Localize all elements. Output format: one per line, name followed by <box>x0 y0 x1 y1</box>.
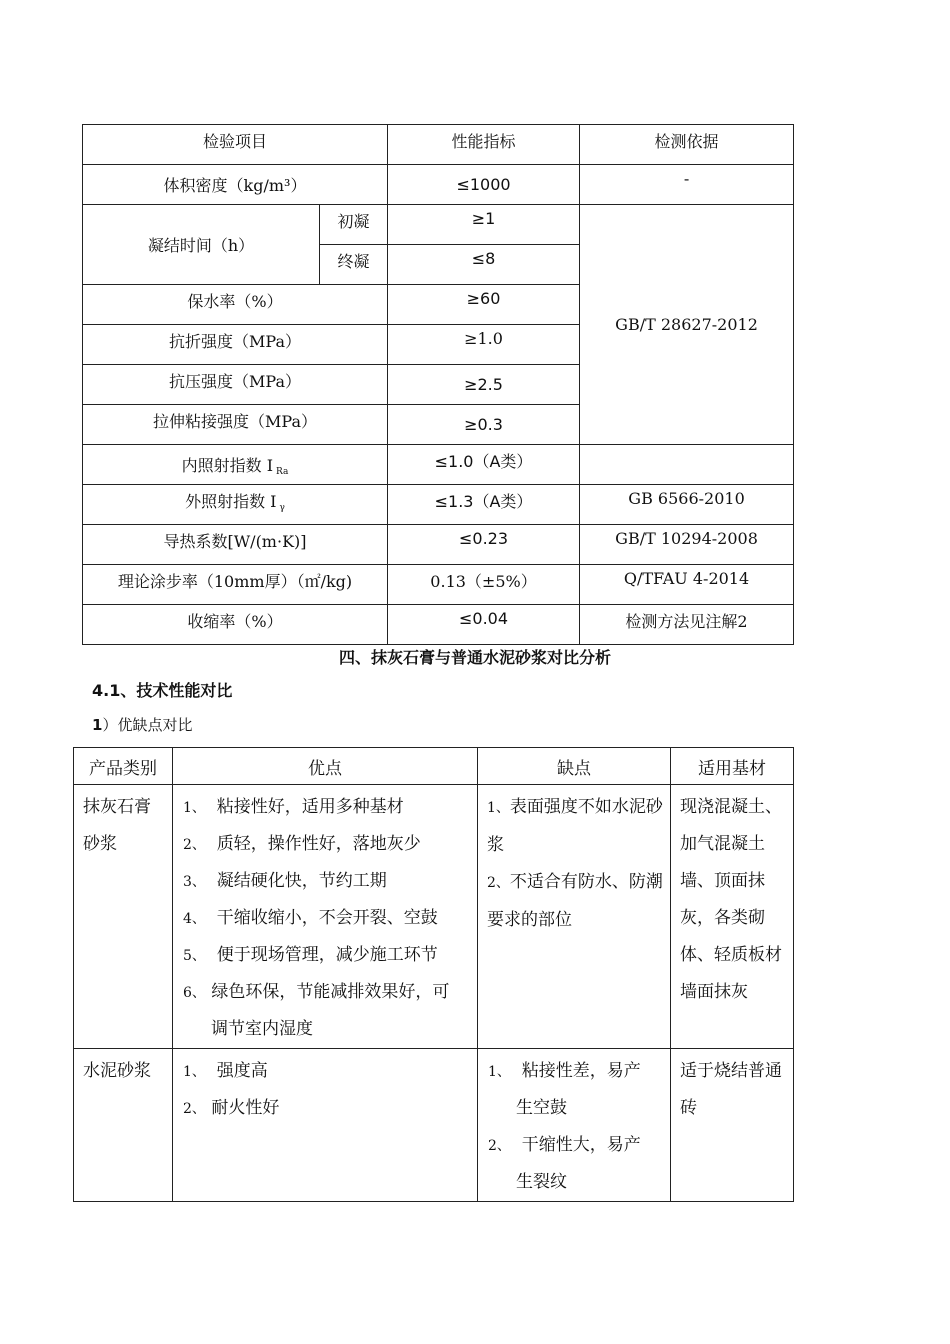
table-row <box>83 445 794 485</box>
list-item: 2、 质轻，操作性好，落地灰少 <box>183 834 421 854</box>
density-value: ≤1000 <box>388 165 580 205</box>
gypsum-pros <box>173 785 478 1049</box>
external-exposure-item <box>83 485 388 525</box>
external-exposure-label: 外照射指数 I <box>185 492 277 511</box>
list-item-continuation: 生空鼓 <box>516 1098 567 1118</box>
table-row <box>83 605 794 645</box>
external-exposure-value: ≤1.3（A类） <box>388 485 580 525</box>
subsection-title: 4.1、技术性能对比 <box>92 681 233 700</box>
list-item: 1、 强度高 <box>183 1061 268 1081</box>
cement-category: 水泥砂浆 <box>74 1049 173 1202</box>
gypsum-category <box>74 785 173 1049</box>
header-indicator: 性能指标 <box>388 125 580 165</box>
cement-pros <box>173 1049 478 1202</box>
table-row <box>74 748 794 785</box>
shrinkage-value: ≤0.04 <box>388 605 580 645</box>
shrinkage-basis: 检测方法见注解2 <box>580 605 794 645</box>
internal-exposure-item <box>83 445 388 485</box>
list-item: 2、 干缩性大，易产 <box>488 1135 641 1155</box>
density-basis: - <box>580 165 794 205</box>
header-basis: 检测依据 <box>580 125 794 165</box>
paragraph-text: ）优缺点对比 <box>102 716 193 734</box>
header-pros: 优点 <box>173 748 478 785</box>
water-retention-value: ≥60 <box>388 285 580 325</box>
list-item: 1、 粘接性好，适用多种基材 <box>183 797 404 817</box>
header-category: 产品类别 <box>74 748 173 785</box>
final-setting-label: 终凝 <box>320 245 388 285</box>
coverage-value: 0.13（±5%） <box>388 565 580 605</box>
spec-table <box>82 124 794 645</box>
internal-exposure-value: ≤1.0（A类） <box>388 445 580 485</box>
compressive-item: 抗压强度（MPa） <box>83 365 388 405</box>
header-substrate: 适用基材 <box>671 748 794 785</box>
list-item: 2、不适合有防水、防潮要求的部位 <box>487 872 663 930</box>
gypsum-category-line1: 抹灰石膏 <box>83 797 151 817</box>
external-exposure-subscript: γ <box>279 503 285 513</box>
header-cons: 缺点 <box>478 748 671 785</box>
table-row <box>83 485 794 525</box>
flexural-item: 抗折强度（MPa） <box>83 325 388 365</box>
table-row <box>83 565 794 605</box>
table-row <box>83 125 794 165</box>
section-title: 四、抹灰石膏与普通水泥砂浆对比分析 <box>338 648 611 667</box>
gypsum-category-line2: 砂浆 <box>83 834 117 854</box>
final-setting-value: ≤8 <box>388 245 580 285</box>
paragraph-number: 1 <box>92 716 103 734</box>
list-item: 4、 干缩收缩小，不会开裂、空鼓 <box>183 908 438 928</box>
internal-exposure-label: 内照射指数 I <box>181 456 274 475</box>
flexural-value: ≥1.0 <box>388 325 580 365</box>
coverage-basis: Q/TFAU 4-2014 <box>580 565 794 605</box>
table-row <box>74 785 794 1049</box>
setting-time-item: 凝结时间（h） <box>83 205 320 285</box>
list-item-continuation: 调节室内湿度 <box>211 1019 313 1039</box>
thermal-value: ≤0.23 <box>388 525 580 565</box>
initial-setting-value: ≥1 <box>388 205 580 245</box>
list-item: 1、 粘接性差，易产 <box>488 1061 641 1081</box>
compressive-value: ≥2.5 <box>388 365 580 405</box>
external-exposure-basis: GB 6566-2010 <box>580 485 794 525</box>
list-item: 2、 耐火性好 <box>183 1098 280 1118</box>
thermal-basis: GB/T 10294-2008 <box>580 525 794 565</box>
shrinkage-item: 收缩率（%） <box>83 605 388 645</box>
table-row <box>74 1049 794 1202</box>
list-item: 5、 便于现场管理，减少施工环节 <box>183 945 438 965</box>
tensile-bond-value: ≥0.3 <box>388 405 580 445</box>
list-item: 6、 绿色环保，节能减排效果好，可 <box>183 982 450 1002</box>
list-item: 1、表面强度不如水泥砂浆 <box>487 797 663 855</box>
gypsum-cons <box>478 785 671 1049</box>
cement-cons <box>478 1049 671 1202</box>
density-item: 体积密度（kg/m³） <box>83 165 388 205</box>
coverage-item: 理论涂步率（10mm厚）（㎡/kg) <box>83 565 388 605</box>
list-item: 3、 凝结硬化快，节约工期 <box>183 871 387 891</box>
thermal-item: 导热系数[W/(m·K)] <box>83 525 388 565</box>
gypsum-substrate: 现浇混凝土、加气混凝土墙、顶面抹灰，各类砌体、轻质板材墙面抹灰 <box>671 785 794 1049</box>
table-row <box>83 525 794 565</box>
water-retention-item: 保水率（%） <box>83 285 388 325</box>
internal-exposure-subscript: Ra <box>276 467 289 477</box>
header-item: 检验项目 <box>83 125 388 165</box>
initial-setting-label: 初凝 <box>320 205 388 245</box>
paragraph-label <box>92 714 192 735</box>
table-row <box>83 165 794 205</box>
compare-table <box>73 747 794 1202</box>
internal-exposure-basis <box>580 445 794 485</box>
list-item-continuation: 生裂纹 <box>516 1172 567 1192</box>
tensile-bond-item: 拉伸粘接强度（MPa） <box>83 405 388 445</box>
group-basis: GB/T 28627-2012 <box>580 205 794 445</box>
cement-substrate: 适于烧结普通砖 <box>671 1049 794 1202</box>
table-row <box>83 205 794 245</box>
